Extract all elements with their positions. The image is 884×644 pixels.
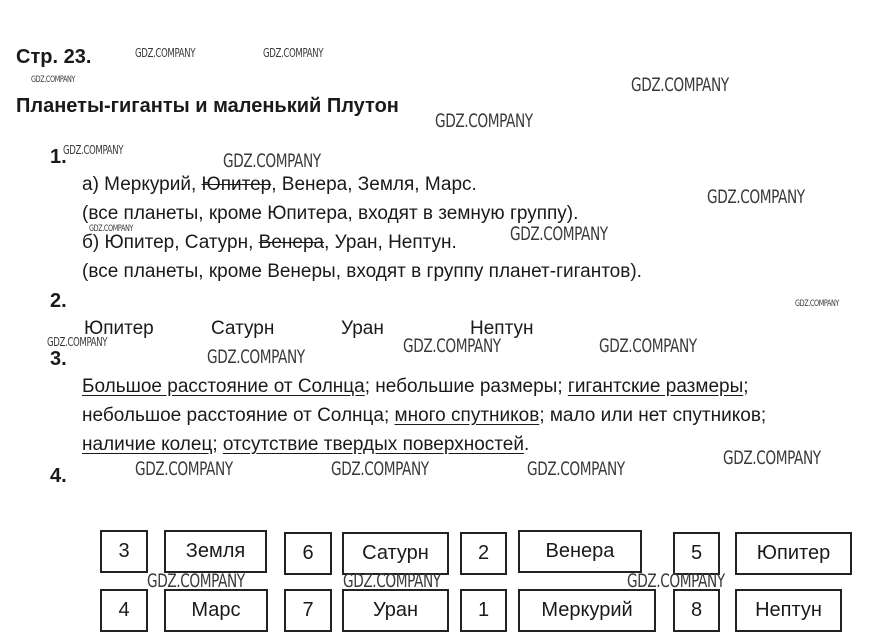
watermark: GDZ.COMPANY bbox=[223, 150, 321, 172]
task-3-line-3 bbox=[82, 434, 529, 456]
page-reference: Стр. 23. bbox=[16, 46, 92, 68]
watermark: GDZ.COMPANY bbox=[707, 186, 805, 208]
order-number-box: 8 bbox=[673, 589, 720, 632]
watermark: GDZ.COMPANY bbox=[627, 570, 725, 592]
order-number-box: 7 bbox=[284, 589, 332, 632]
task-3-text: ; небольшие размеры; bbox=[364, 376, 568, 397]
task-3-text: ; bbox=[212, 434, 223, 455]
task-3-number: 3. bbox=[50, 348, 67, 370]
task-4-number: 4. bbox=[50, 465, 67, 487]
watermark: GDZ.COMPANY bbox=[207, 346, 305, 368]
watermark: GDZ.COMPANY bbox=[89, 224, 133, 234]
order-number-box: 4 bbox=[100, 589, 148, 632]
task-3-text: ; мало или нет спутников; bbox=[539, 405, 767, 426]
order-number-box: 1 bbox=[460, 589, 507, 632]
task-3-text: . bbox=[523, 434, 530, 455]
task-1a-suffix: , Венера, Земля, Марс. bbox=[271, 174, 477, 195]
task-1b-line bbox=[82, 232, 457, 254]
underlined-answer: гигантские размеры bbox=[567, 376, 744, 397]
watermark: GDZ.COMPANY bbox=[403, 335, 501, 357]
planet-name-box: Уран bbox=[342, 589, 449, 632]
underlined-answer: наличие колец bbox=[82, 434, 213, 455]
task-1a-struck-word: Юпитер bbox=[201, 174, 272, 195]
planet-name-box: Юпитер bbox=[735, 532, 852, 575]
order-number-box: 5 bbox=[673, 532, 720, 575]
task-1b-prefix: б) Юпитер, Сатурн, bbox=[82, 232, 259, 253]
planet-name-box: Венера bbox=[518, 530, 642, 573]
watermark: GDZ.COMPANY bbox=[435, 110, 533, 132]
planet-name-box: Марс bbox=[164, 589, 268, 632]
planet-name-box: Нептун bbox=[735, 589, 842, 632]
planet-name-box: Меркурий bbox=[518, 589, 656, 632]
order-number-box: 2 bbox=[460, 532, 507, 575]
task-2-planet-2: Сатурн bbox=[211, 318, 275, 339]
watermark: GDZ.COMPANY bbox=[527, 458, 625, 480]
watermark: GDZ.COMPANY bbox=[147, 570, 245, 592]
task-3-line-2 bbox=[82, 405, 766, 427]
task-3-text: ; bbox=[743, 376, 749, 397]
task-1b-explanation: (все планеты, кроме Венеры, входят в группу планет-гигантов). bbox=[82, 261, 642, 282]
watermark: GDZ.COMPANY bbox=[47, 335, 108, 349]
task-1a-explanation: (все планеты, кроме Юпитера, входят в земную группу). bbox=[82, 203, 579, 224]
planet-name-box: Сатурн bbox=[342, 532, 449, 575]
task-2-planet-3: Уран bbox=[341, 318, 384, 339]
underlined-answer: много спутников bbox=[394, 405, 540, 426]
watermark: GDZ.COMPANY bbox=[631, 74, 729, 96]
watermark: GDZ.COMPANY bbox=[31, 75, 75, 85]
task-2-planet-1: Юпитер bbox=[84, 318, 154, 339]
task-1-number: 1. bbox=[50, 146, 67, 168]
task-1b-struck-word: Венера bbox=[258, 232, 325, 253]
watermark: GDZ.COMPANY bbox=[723, 447, 821, 469]
task-3-line-1 bbox=[82, 376, 749, 398]
watermark: GDZ.COMPANY bbox=[135, 46, 196, 60]
task-2-planet-4: Нептун bbox=[470, 318, 534, 339]
underlined-answer: Большое расстояние от Солнца bbox=[82, 376, 365, 397]
task-1a-prefix: а) Меркурий, bbox=[82, 174, 202, 195]
watermark: GDZ.COMPANY bbox=[343, 570, 441, 592]
task-1a-line bbox=[82, 174, 477, 196]
watermark: GDZ.COMPANY bbox=[135, 458, 233, 480]
watermark: GDZ.COMPANY bbox=[599, 335, 697, 357]
watermark: GDZ.COMPANY bbox=[63, 143, 124, 157]
task-3-text: небольшое расстояние от Солнца; bbox=[82, 405, 395, 426]
watermark: GDZ.COMPANY bbox=[263, 46, 324, 60]
task-1b-suffix: , Уран, Нептун. bbox=[324, 232, 457, 253]
watermark: GDZ.COMPANY bbox=[795, 299, 839, 309]
watermark: GDZ.COMPANY bbox=[331, 458, 429, 480]
task-2-number: 2. bbox=[50, 290, 67, 312]
watermark: GDZ.COMPANY bbox=[510, 223, 608, 245]
planet-name-box: Земля bbox=[164, 530, 267, 573]
order-number-box: 6 bbox=[284, 532, 332, 575]
underlined-answer: отсутствие твердых поверхностей bbox=[222, 434, 524, 455]
order-number-box: 3 bbox=[100, 530, 148, 573]
page-title: Планеты-гиганты и маленький Плутон bbox=[16, 95, 399, 117]
